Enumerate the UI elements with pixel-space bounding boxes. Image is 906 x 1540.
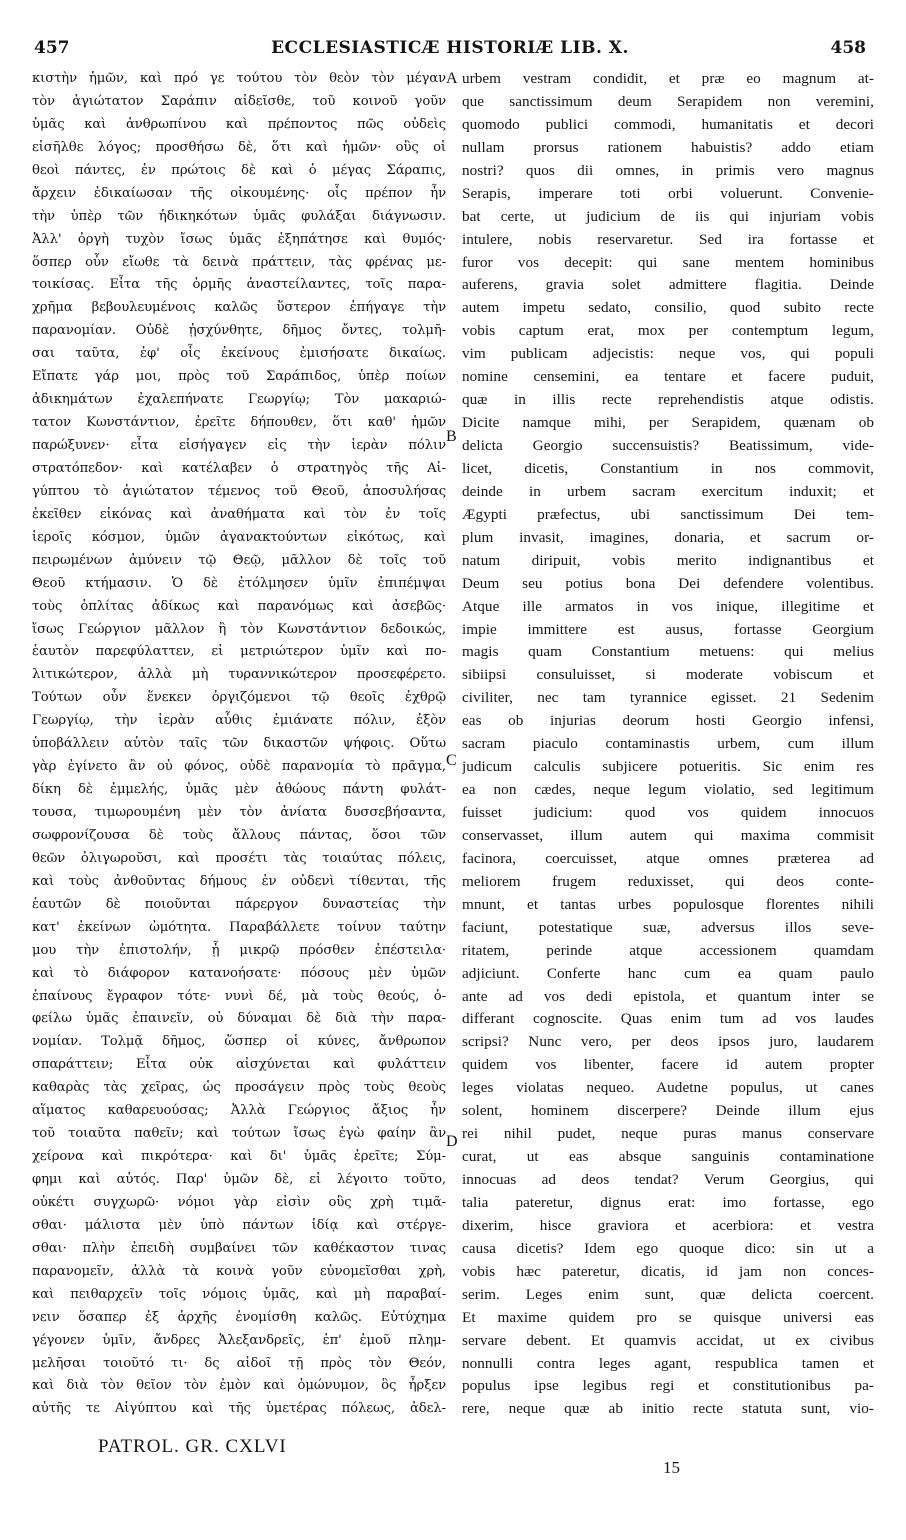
- latin-text-line: servare debent. Et quamvis accidat, ut ex civibus: [462, 1331, 874, 1349]
- greek-text-line: ἱεροῖς κόσμον, ὑμῶν ἀγανακτούντων εἰκότως, καὶ: [32, 529, 446, 545]
- latin-text-line: Et maxime quidem pro se quisque universi eas: [462, 1308, 874, 1326]
- latin-text-line: sibiipsi consuluisset, si moderate vobiscum et: [462, 666, 874, 684]
- section-marker-b: B: [446, 428, 457, 445]
- greek-text-line: ὅσπερ οὖν εἴωθε τὰ δεινὰ πράττειν, τὰς φρένας με-: [32, 254, 446, 270]
- greek-text-line: ἀδικημάτων ἐχαλεπήνατε Γεωργίῳ; Τὸν μακαριώ-: [32, 392, 446, 408]
- latin-text-line: rere, neque quæ ab initio recte statuta sunt, vio-: [462, 1400, 874, 1418]
- latin-text-line: adjiciunt. Conferte hanc cum ea quam paulo: [462, 964, 874, 982]
- latin-text-line: solent, hominem discerpere? Deinde illum ejus: [462, 1102, 874, 1120]
- latin-text-line: judicum calculis subjicere potueritis. Sic enim res: [462, 758, 874, 776]
- greek-text-line: πειρωμένων ἀμύνειν τῷ Θεῷ, μᾶλλον δὲ τοῖς τοῦ: [32, 552, 446, 568]
- greek-text-line: γέγονεν ὑμῖν, ἄνδρες Ἀλεξανδρεῖς, ἐπ' ἐμοῦ πλημ-: [32, 1332, 446, 1348]
- greek-text-line: καὶ τοὺς ἀνθοῦντας δήμους ἐν οὐδενὶ τίθενται, τῆς: [32, 873, 446, 889]
- latin-text-line: magis quam Constantium metuens: qui melius: [462, 643, 874, 661]
- greek-text-line: ὑμᾶς καὶ ἀνθρωπίνου καὶ πρέποντος πῶς οὐδεὶς: [32, 116, 446, 132]
- latin-text-line: faciunt, potestatique suæ, adversus illos seve-: [462, 918, 874, 936]
- greek-text-line: κατ' ἐκείνων ὠμότητα. Παραβάλλετε τοίνυν ταύτην: [32, 919, 446, 935]
- latin-text-line: ea non cædes, neque legum violatio, sed legitimum: [462, 781, 874, 799]
- greek-text-line: θεῶν ὀλιγωροῦσι, καὶ προσέτι τὰς τοιαύτας πόλεις,: [32, 850, 446, 866]
- greek-text-line: παρανομεῖν, ἀλλὰ τὰ κοινὰ γοῦν εὐνομεῖσθαι χρὴ,: [32, 1263, 446, 1279]
- latin-text-line: ritatem, perinde atque accessionem quamdam: [462, 941, 874, 959]
- running-title: ECCLESIASTICÆ HISTORIÆ LIB. X.: [271, 38, 629, 58]
- latin-text-line: furor vos decepit: qui sane mentem hominibus: [462, 253, 874, 271]
- latin-text-line: rei nihil pudet, neque puras manus conservare: [462, 1125, 874, 1143]
- latin-text-line: populus ipse legibus regi et constitutionibus pa-: [462, 1377, 874, 1395]
- greek-text-line: τοικίσας. Εἶτα τῆς ὁρμῆς ἀναστείλαντες, τοῖς παρα-: [32, 277, 446, 293]
- page-number-left: 457: [34, 38, 70, 58]
- greek-text-line: παρώξυνεν· εἶτα εἰσήγαγεν εἰς τὴν ἱερὰν πόλιν: [32, 438, 446, 453]
- footer-series: PATROL. GR. CXLVI: [98, 1436, 287, 1457]
- latin-text-line: Deum seu potius bona Dei defendere volentibus.: [462, 574, 874, 592]
- latin-text-line: curat, ut eas absque sanguinis contaminatione: [462, 1148, 874, 1166]
- greek-text-line: φείλω ὑμᾶς ἐπαινεῖν, οὐ δύναμαι δὲ διὰ τὴν παρα-: [32, 1011, 446, 1027]
- latin-text-line: vim publicam adjecistis: neque vos, qui populi: [462, 345, 874, 363]
- latin-text-line: vobis hæc pateretur, dicatis, id jam non conces-: [462, 1262, 874, 1280]
- latin-text-line: serim. Leges enim sunt, quæ delicta coercent.: [462, 1285, 874, 1303]
- greek-text-line: σαι ταῦτα, ἐφ' οἷς ἐκείνους ἐμισήσατε δικαίως.: [32, 346, 446, 362]
- latin-text-line: delicta Georgio succensuistis? Beatissimum, vide-: [462, 437, 874, 454]
- greek-text-line: χείρονα καὶ πικρότερα· καὶ δι' ὑμᾶς ἐρεῖτε; Σύμ-: [32, 1149, 446, 1165]
- section-marker-c: C: [446, 752, 457, 769]
- greek-text-line: οὐκέτι συγχωρῶ· νόμοι γὰρ εἰσὶν οὓς χρὴ τιμᾶ-: [32, 1194, 446, 1210]
- latin-text-line: autem impetu sedato, consilio, quod subito recte: [462, 299, 874, 317]
- greek-text-line: αἵματος καθαρευούσας; Ἀλλὰ Γεώργιος ἄξιος ἦν: [32, 1103, 446, 1119]
- latin-text-line: deinde in urbem sacram exercitum induxit; et: [462, 482, 874, 500]
- latin-text-line: conservasset, illum autem qui maxima commisit: [462, 826, 874, 844]
- section-marker-d: D: [446, 1133, 458, 1150]
- greek-text-line: νειν ὅσαπερ ἐξ ἀρχῆς ἐνομίσθη καλῶς. Εὐτύχημα: [32, 1309, 446, 1325]
- latin-text-line: Ægypti præfectus, ubi sanctissimum Dei tem-: [462, 505, 874, 523]
- latin-text-line: intulere, nobis reservaretur. Sed ira fortasse et: [462, 230, 874, 248]
- latin-text-line: Serapis, imperare toti orbi voluerunt. Convenie-: [462, 184, 874, 202]
- latin-text-line: scripsi? Nunc vero, per deos ipsos juro, laudarem: [462, 1033, 874, 1051]
- latin-text-line: quidem vos libenter, facere id autem propter: [462, 1056, 874, 1074]
- latin-text-line: causa dicetis? Idem ego quoque dico: sin ut a: [462, 1239, 874, 1257]
- latin-text-line: urbem vestram condidit, et præ eo magnum at-: [462, 70, 874, 87]
- greek-text-line: καὶ τὸ διάφορον κατανοήσατε· πόσους μὲν ὑμῶν: [32, 965, 446, 981]
- latin-text-line: nomine censemini, ea tentare et facere puduit,: [462, 368, 874, 386]
- greek-text-line: ἐπαίνους ἔγραφον τότε· νυνὶ δέ, μὰ τοὺς θεούς, ὀ-: [32, 988, 446, 1004]
- latin-text-line: Dicite namque mihi, per Serapidem, quænam ob: [462, 414, 874, 432]
- greek-text-line: τατον Κωνστάντιον, ἐρεῖτε δήπουθεν, ὅτι καθ' ἡμῶν: [32, 415, 446, 431]
- latin-text-line: natum diripuit, vobis merito indignantibus et: [462, 551, 874, 569]
- latin-text-line: leges violatas nequeo. Audetne populus, ut canes: [462, 1079, 874, 1097]
- latin-text-line: civiliter, nec tam tyrannice egisset. 21 Sedenim: [462, 689, 874, 707]
- latin-text-line: nonnulli contra leges agant, respublica tamen et: [462, 1354, 874, 1372]
- latin-text-line: quomodo publici commodi, humanitatis et decori: [462, 115, 874, 133]
- latin-text-line: licet, dicetis, Constantium in nos commovit,: [462, 459, 874, 477]
- greek-text-line: Γεωργίῳ, τὴν ἱερὰν αὖθις ἐμιάνατε πόλιν, ἐξὸν: [32, 713, 446, 729]
- greek-text-line: Θεοῦ κτήμασιν. Ὁ δὲ ἐτόλμησεν ὑμῖν ἐπιπέμψαι: [32, 575, 446, 591]
- greek-text-line: Τούτων οὖν ἕνεκεν ὀργιζόμενοι τῷ θεοῖς ἐχθρῷ: [32, 690, 446, 706]
- greek-text-line: μελῆσαι τοιοῦτό τι· δς αἰδοῖ τῇ πρὸς τὸν Θεόν,: [32, 1355, 446, 1371]
- greek-text-line: δίκη δὲ ἐμμελής, ὑμᾶς μὲν ἀθώους πάντη φυλάτ-: [32, 782, 446, 798]
- latin-text-line: ante ad vos dedi epistola, et quantum inter se: [462, 987, 874, 1005]
- latin-text-line: mnunt, et tantas urbes populosque florentes nihili: [462, 895, 874, 913]
- greek-text-line: αὐτῆς τε Αἰγύπτου καὶ τῆς ὑμετέρας πόλεως, ἀδελ-: [32, 1401, 446, 1417]
- greek-text-line: σωφρονίζουσα δὲ τοὺς ἄλλους πάντας, ὅσοι τῶν: [32, 827, 446, 843]
- latin-text-line: bat certe, ut judicium de iis qui injuriam vobis: [462, 207, 874, 225]
- greek-text-line: τοὺς ὁπλίτας ἀδίκως καὶ παρανόμως καὶ ἀσεβῶς·: [32, 598, 446, 614]
- latin-text-line: vobis captum erat, mox per contemptum legum,: [462, 322, 874, 340]
- greek-text-line: καθαρὰς τὰς χεῖρας, ὡς προσάγειν πρὸς τοὺς θεοὺς: [32, 1080, 446, 1096]
- latin-text-line: dixerim, hisce graviora et acerbiora: et vestra: [462, 1216, 874, 1234]
- greek-text-line: τὴν ὑπὲρ τῶν ἠδικηκότων ὑμᾶς φυλάξαι διάγνωσιν.: [32, 208, 446, 224]
- greek-text-line: ὑποβάλλειν αὐτὸν ταῖς τῶν δικαστῶν ψήφοις. Οὕτω: [32, 736, 446, 752]
- greek-text-line: σθαι· μάλιστα μὲν ὑπὸ πάντων ἰδίᾳ καὶ στέργε-: [32, 1217, 446, 1233]
- latin-text-line: quæ in illis recte reprehendistis atque odistis.: [462, 391, 874, 409]
- latin-text-line: Atque ille armatos in vos inique, illegitime et: [462, 597, 874, 615]
- latin-text-line: fuisset judicium: quod vos quidem innocuos: [462, 804, 874, 821]
- greek-text-line: σπαράττειν; Εἶτα οὐκ αἰσχύνεται καὶ φυλάττειν: [32, 1057, 446, 1073]
- greek-text-line: Εἴπατε γάρ μοι, πρὸς τοῦ Σαράπιδος, ὑπὲρ ποίων: [32, 369, 446, 385]
- greek-text-line: λιτικώτερον, ἀλλὰ μὴ τυραννικώτερον προσεφέρετο.: [32, 667, 446, 683]
- greek-text-line: γύπτου τὸ ἁγιώτατον τέμενος τοῦ Θεοῦ, ἀποσυλήσας: [32, 483, 446, 499]
- greek-text-line: στρατόπεδον· καὶ κατέλαβεν ὁ στρατηγὸς τῆς Αἰ-: [32, 460, 446, 476]
- greek-text-line: θεοὶ πάντες, ἐν πρώτοις δὲ καὶ ὁ μέγας Σάραπις,: [32, 162, 446, 178]
- latin-text-line: que sanctissimum deum Serapidem non veremini,: [462, 92, 874, 110]
- greek-text-line: τοῦ τοιαῦτα παθεῖν; καὶ τούτων ἴσως ἐγὼ φαίην ἂν: [32, 1126, 446, 1142]
- greek-text-line: νομίαν. Τολμᾷ δῆμος, ὥσπερ οἱ κύνες, ἄνθρωπον: [32, 1034, 446, 1050]
- greek-text-line: παρανομίαν. Οὐδὲ ᾐσχύνθητε, δῆμος ὄντες, τολμῆ-: [32, 323, 446, 339]
- latin-text-line: sacram piaculo contaminastis urbem, cum illum: [462, 735, 874, 753]
- latin-text-line: innocuas ad deos tendat? Verum Georgius, qui: [462, 1171, 874, 1188]
- greek-column: [32, 68, 446, 1421]
- latin-column: [462, 68, 874, 1421]
- greek-text-line: κιστὴν ἡμῶν, καὶ πρό γε τούτου τὸν θεὸν τὸν μέγαν: [32, 71, 446, 86]
- greek-text-line: ἐκεῖθεν εἰκόνας καὶ ἀναθήματα καὶ τὸν ἐν τοῖς: [32, 506, 446, 522]
- latin-text-line: plum invasit, imagines, donaria, et sacrum or-: [462, 528, 874, 546]
- greek-text-line: ἄρχειν ἐδικαίωσαν τῆς οἰκουμένης· οἷς πρέπον ἦν: [32, 185, 446, 201]
- greek-text-line: τὸν ἁγιώτατον Σαράπιν αἰδεῖσθε, τοῦ κοινοῦ γοῦν: [32, 93, 446, 109]
- greek-text-line: φημι καὶ αὐτός. Παρ' ὑμῶν δὲ, εἰ λέγοιτο τοῦτο,: [32, 1172, 446, 1187]
- greek-text-line: τουσα, τιμωρουμένη μὲν τὸν ἀνίατα δυσσεβήσαντα,: [32, 805, 446, 820]
- greek-text-line: σθαι· πλὴν ἐπειδὴ συμβαίνει τῶν καθέκαστον τινας: [32, 1240, 446, 1256]
- greek-text-line: καὶ διὰ τὸν θεῖον τὸν ἐμὸν καὶ ὁμώνυμον, ὃς ἦρξεν: [32, 1378, 446, 1394]
- latin-text-line: meliorem frugem reduxisset, qui deos conte-: [462, 872, 874, 890]
- latin-text-line: eas ob injurias deorum hosti Georgio infensi,: [462, 712, 874, 730]
- greek-text-line: εἰσῆλθε λόγος; προσθήσω δὲ, ὅτι καὶ ἡμῶν· οὓς οἱ: [32, 139, 446, 155]
- latin-text-line: nullam prorsus rationem habuistis? addo etiam: [462, 138, 874, 156]
- latin-text-line: differant cognoscite. Quas enim tum ad vos laudes: [462, 1010, 874, 1028]
- latin-text-line: auferens, gravia solet admittere flagitia. Deinde: [462, 276, 874, 294]
- latin-text-line: impie immittere est ausus, fortasse Georgium: [462, 620, 874, 638]
- latin-text-line: talia pateretur, dignus erat: imo fortasse, ego: [462, 1193, 874, 1211]
- greek-text-line: καὶ πειθαρχεῖν τοῖς νόμοις ὑμᾶς, καὶ μὴ παραβαί-: [32, 1286, 446, 1302]
- greek-text-line: ἴσως Γεώργιον μᾶλλον ἢ τὸν Κωνστάντιον δεδοικώς,: [32, 621, 446, 637]
- page-number-right: 458: [830, 38, 866, 58]
- greek-text-line: χρῆμα βεβουλευμένοις καλῶς ὕστερον ἐπήγαγε τὴν: [32, 300, 446, 316]
- section-marker-a: A: [446, 70, 458, 87]
- latin-text-line: facinora, coercuisset, atque omnes præterea ad: [462, 849, 874, 867]
- greek-text-line: μου τὴν ἐπιστολήν, ᾗ μικρῷ πρόσθεν ἐπέστειλα·: [32, 942, 446, 958]
- running-header: [34, 38, 866, 66]
- greek-text-line: γὰρ ἐγίνετο ἂν οὐ φόνος, οὐδὲ παρανομία τὸ πρᾶγμα,: [32, 759, 446, 775]
- footer-signature: 15: [663, 1458, 680, 1477]
- greek-text-line: ἑαυτῶν δὲ ποιοῦνται πάρεργον δυναστείας τὴν: [32, 896, 446, 912]
- latin-text-line: nostri? quos dii omnes, in primis vero magnus: [462, 161, 874, 179]
- greek-text-line: Ἀλλ' ὀργὴ τυχὸν ἴσως ὑμᾶς ἐξηπάτησε καὶ θυμός·: [32, 231, 446, 247]
- greek-text-line: ἑαυτὸν παρεφύλαττεν, εἰ μετριώτερον ὑμῖν καὶ πο-: [32, 644, 446, 660]
